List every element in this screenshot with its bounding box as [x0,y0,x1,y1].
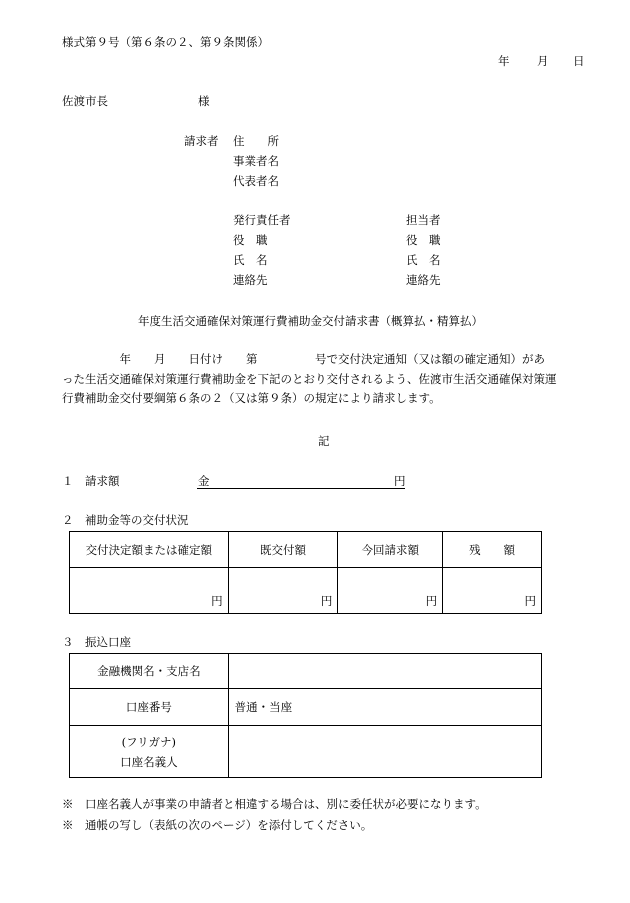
grant-status-table [69,531,542,614]
paid-amount-cell: 円 [228,568,338,614]
form-number: 様式第９号（第６条の２、第９条関係） [62,35,269,49]
bank-name-value [228,654,541,689]
column-header: 既交付額 [228,532,338,568]
issuer-contact: 連絡先 [233,273,268,287]
body-paragraph [62,350,577,409]
account-type-value: 普通・当座 [228,689,541,726]
document-title: 年度生活交通確保対策運行費補助金交付請求書（概算払・精算払） [138,314,483,328]
column-header: 今回請求額 [338,532,443,568]
addressee-honorific: 様 [198,94,210,108]
person-in-charge-position: 役 職 [406,233,441,247]
issuer-title: 発行責任者 [233,213,291,227]
current-request-cell: 円 [338,568,443,614]
addressee-name: 佐渡市長 [62,94,108,108]
body-line-1: 年 月 日付け 第 号で交付決定通知（又は額の確定通知）があ [62,352,545,366]
applicant-label: 請求者 [184,134,219,148]
ki-mark: 記 [318,434,330,448]
account-holder-value [228,726,541,778]
account-holder-name-label: 口座名義人 [120,754,178,769]
decided-amount-cell: 円 [70,568,229,614]
person-in-charge-contact: 連絡先 [406,273,441,287]
date-month-label: 月 [537,54,549,68]
body-line-3: 行費補助金交付要綱第６条の２（又は第９条）の規定により請求します。 [62,391,441,405]
issuer-name: 氏 名 [233,253,268,267]
bank-name-label: 金融機関名・支店名 [70,654,229,689]
note-2: ※ 通帳の写し（表紙の次のページ）を添付してください。 [62,818,373,832]
body-line-2: った生活交通確保対策運行費補助金を下記のとおり交付されるよう、佐渡市生活交通確保対策運 [62,371,557,386]
bank-account-table [69,653,542,778]
section1-heading: １ 請求額 [62,474,120,488]
applicant-business-name-label: 事業者名 [233,154,279,168]
note-1: ※ 口座名義人が事業の申請者と相違する場合は、別に委任状が必要になります。 [62,797,487,811]
date-day-label: 日 [573,54,585,68]
furigana-label: (フリガナ) [121,734,177,749]
person-in-charge-title: 担当者 [406,213,441,227]
date-year-label: 年 [498,54,510,68]
column-header: 交付決定額または確定額 [70,532,229,568]
section2-heading: ２ 補助金等の交付状況 [62,513,189,527]
request-amount-prefix: 金 [198,474,210,488]
applicant-address-label: 住 所 [233,134,279,148]
applicant-representative-label: 代表者名 [233,174,279,188]
column-header: 残 額 [443,532,542,568]
request-amount-underline [197,488,405,489]
account-holder-label [70,726,229,778]
remaining-amount-cell: 円 [443,568,542,614]
section3-heading: ３ 振込口座 [62,635,131,649]
account-number-label: 口座番号 [70,689,229,726]
person-in-charge-name: 氏 名 [406,253,441,267]
issuer-position: 役 職 [233,233,268,247]
request-amount-suffix: 円 [394,474,406,488]
